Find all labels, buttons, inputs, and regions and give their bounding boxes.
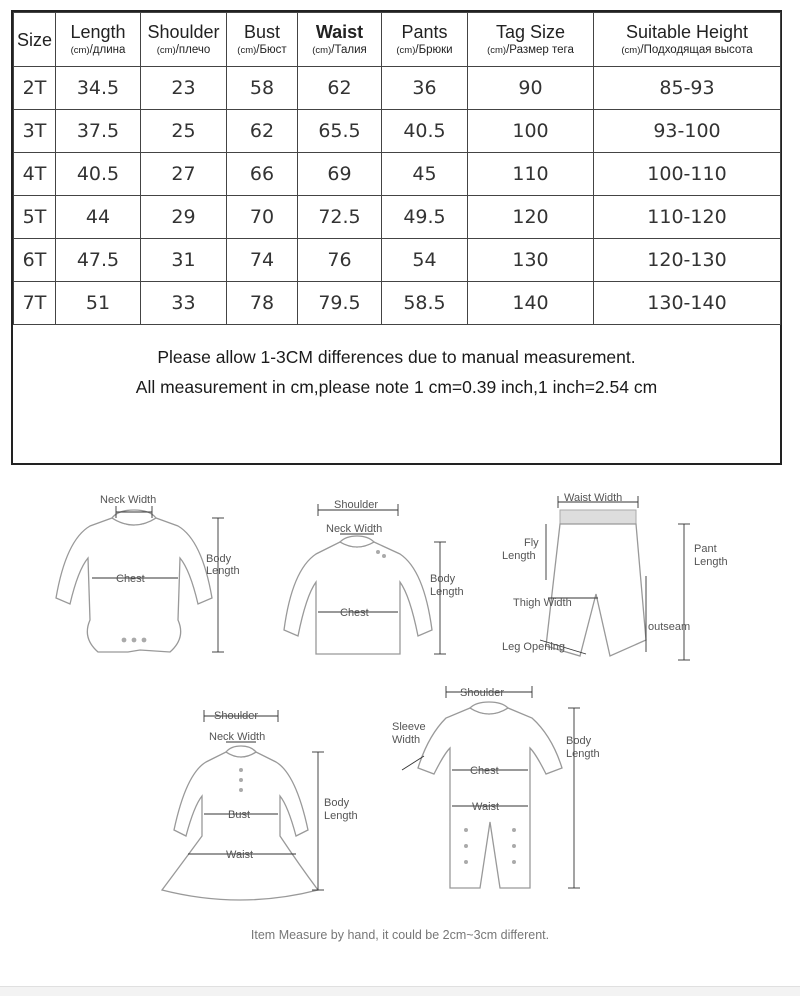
cell-waist: 79.5 <box>298 282 382 325</box>
header-length: Length (cm)/длина <box>56 13 141 67</box>
cell-tag-size: 140 <box>468 282 594 325</box>
cell-waist: 69 <box>298 153 382 196</box>
cell-tag-size: 110 <box>468 153 594 196</box>
header-pants: Pants (cm)/Брюки <box>382 13 468 67</box>
snap-icon <box>464 860 468 864</box>
button-dot-icon <box>239 778 243 782</box>
romper-chest-label: Chest <box>470 765 499 777</box>
cell-suitable-height: 85-93 <box>594 67 781 110</box>
table-row <box>14 282 781 325</box>
pants-diagram <box>502 492 728 660</box>
pants-fly-length-label: Length <box>502 550 536 562</box>
cell-pants: 45 <box>382 153 468 196</box>
button-dot-icon <box>239 788 243 792</box>
cell-tag-size: 90 <box>468 67 594 110</box>
bodysuit-body-label: Body <box>206 553 232 565</box>
cell-length: 44 <box>56 196 141 239</box>
bodysuit-chest-label: Chest <box>116 573 145 585</box>
romper-diagram <box>392 686 600 888</box>
cell-size: 4T <box>14 153 56 196</box>
pants-waistband-icon <box>560 510 636 524</box>
measurement-diagrams <box>0 470 800 950</box>
romper-shoulder-label: Shoulder <box>460 687 505 699</box>
cell-suitable-height: 110-120 <box>594 196 781 239</box>
cell-bust: 70 <box>227 196 298 239</box>
header-tag-size: Tag Size (cm)/Размер тега <box>468 13 594 67</box>
cell-shoulder: 27 <box>141 153 227 196</box>
shirt-chest-label: Chest <box>340 607 369 619</box>
cell-suitable-height: 120-130 <box>594 239 781 282</box>
cell-suitable-height: 130-140 <box>594 282 781 325</box>
cell-shoulder: 31 <box>141 239 227 282</box>
bodysuit-length-label: Length <box>206 565 240 577</box>
cell-length: 34.5 <box>56 67 141 110</box>
cell-pants: 49.5 <box>382 196 468 239</box>
pants-thigh-width-label: Thigh Width <box>513 597 572 609</box>
cell-size: 7T <box>14 282 56 325</box>
cell-waist: 65.5 <box>298 110 382 153</box>
snap-icon <box>142 638 147 643</box>
note-unit-conversion: All measurement in cm,please note 1 cm=0.39 inch,1 inch=2.54 cm <box>135 377 658 397</box>
cell-size: 3T <box>14 110 56 153</box>
romper-length-label: Length <box>566 748 600 760</box>
header-bust: Bust (cm)/Бюст <box>227 13 298 67</box>
cell-shoulder: 25 <box>141 110 227 153</box>
shirt-body-label: Body <box>430 573 456 585</box>
pants-leg-opening-label: Leg Opening <box>502 641 565 653</box>
table-row <box>14 110 781 153</box>
note-manual-measurement: Please allow 1-3CM differences due to manual measurement. <box>157 347 636 367</box>
cell-bust: 62 <box>227 110 298 153</box>
table-row <box>14 196 781 239</box>
romper-width-label: Width <box>392 734 421 746</box>
button-dot-icon <box>376 550 380 554</box>
button-dot-icon <box>239 768 243 772</box>
header-shoulder: Shoulder (cm)/плечо <box>141 13 227 67</box>
pants-outseam-label: outseam <box>648 621 691 633</box>
romper-sleeve-label: Sleeve <box>392 721 426 733</box>
pants-waist-width-label: Waist Width <box>564 492 623 504</box>
cell-length: 40.5 <box>56 153 141 196</box>
bodysuit-diagram <box>56 494 240 652</box>
measurement-footer-note: Item Measure by hand, it could be 2cm~3cm different. <box>250 928 550 942</box>
dress-outline-icon <box>162 752 318 900</box>
cell-bust: 66 <box>227 153 298 196</box>
cell-tag-size: 120 <box>468 196 594 239</box>
pants-pant-length-label: Length <box>694 556 728 568</box>
dress-bust-label: Bust <box>228 809 251 821</box>
diagrams-svg <box>0 470 800 940</box>
cell-shoulder: 23 <box>141 67 227 110</box>
measurement-notes <box>13 342 780 402</box>
cell-waist: 72.5 <box>298 196 382 239</box>
cell-suitable-height: 93-100 <box>594 110 781 153</box>
romper-outline-icon <box>418 708 562 888</box>
table-header-row <box>14 13 781 67</box>
cell-tag-size: 100 <box>468 110 594 153</box>
cell-length: 37.5 <box>56 110 141 153</box>
cell-bust: 78 <box>227 282 298 325</box>
cell-waist: 62 <box>298 67 382 110</box>
bodysuit-outline-icon <box>56 518 212 652</box>
cell-size: 5T <box>14 196 56 239</box>
bodysuit-neck-width-label: Neck Width <box>100 494 157 506</box>
shirt-neck-width-label: Neck Width <box>326 523 383 535</box>
shirt-diagram <box>284 499 464 654</box>
cell-waist: 76 <box>298 239 382 282</box>
cell-size: 6T <box>14 239 56 282</box>
header-suitable-height: Suitable Height (cm)/Подходящая высота <box>594 13 781 67</box>
table-row <box>14 153 781 196</box>
dress-waist-label: Waist <box>226 849 254 861</box>
dress-length-label: Length <box>324 810 358 822</box>
cell-length: 51 <box>56 282 141 325</box>
header-size: Size <box>14 13 56 67</box>
dress-body-label: Body <box>324 797 350 809</box>
shirt-outline-icon <box>284 542 432 654</box>
cell-bust: 58 <box>227 67 298 110</box>
pants-pant-label: Pant <box>694 543 717 555</box>
button-dot-icon <box>382 554 386 558</box>
cell-shoulder: 33 <box>141 282 227 325</box>
dress-shoulder-label: Shoulder <box>214 710 259 722</box>
dress-diagram <box>162 710 358 900</box>
shirt-length-label: Length <box>430 586 464 598</box>
header-waist: Waist (cm)/Талия <box>298 13 382 67</box>
cell-pants: 40.5 <box>382 110 468 153</box>
table-row <box>14 67 781 110</box>
snap-icon <box>122 638 127 643</box>
cell-shoulder: 29 <box>141 196 227 239</box>
table-row <box>14 239 781 282</box>
cell-pants: 58.5 <box>382 282 468 325</box>
size-chart <box>11 10 782 465</box>
romper-body-label: Body <box>566 735 592 747</box>
snap-icon <box>464 828 468 832</box>
cell-pants: 36 <box>382 67 468 110</box>
pants-fly-label: Fly <box>524 537 539 549</box>
shirt-shoulder-label: Shoulder <box>334 499 379 511</box>
cell-pants: 54 <box>382 239 468 282</box>
cell-suitable-height: 100-110 <box>594 153 781 196</box>
cell-size: 2T <box>14 67 56 110</box>
cell-length: 47.5 <box>56 239 141 282</box>
snap-icon <box>512 844 516 848</box>
snap-icon <box>512 828 516 832</box>
dress-neck-width-label: Neck Width <box>209 731 266 743</box>
cell-bust: 74 <box>227 239 298 282</box>
pants-outline-icon <box>546 524 646 656</box>
snap-icon <box>464 844 468 848</box>
cell-tag-size: 130 <box>468 239 594 282</box>
romper-waist-label: Waist <box>472 801 500 813</box>
size-table <box>13 12 781 325</box>
snap-icon <box>512 860 516 864</box>
snap-icon <box>132 638 137 643</box>
